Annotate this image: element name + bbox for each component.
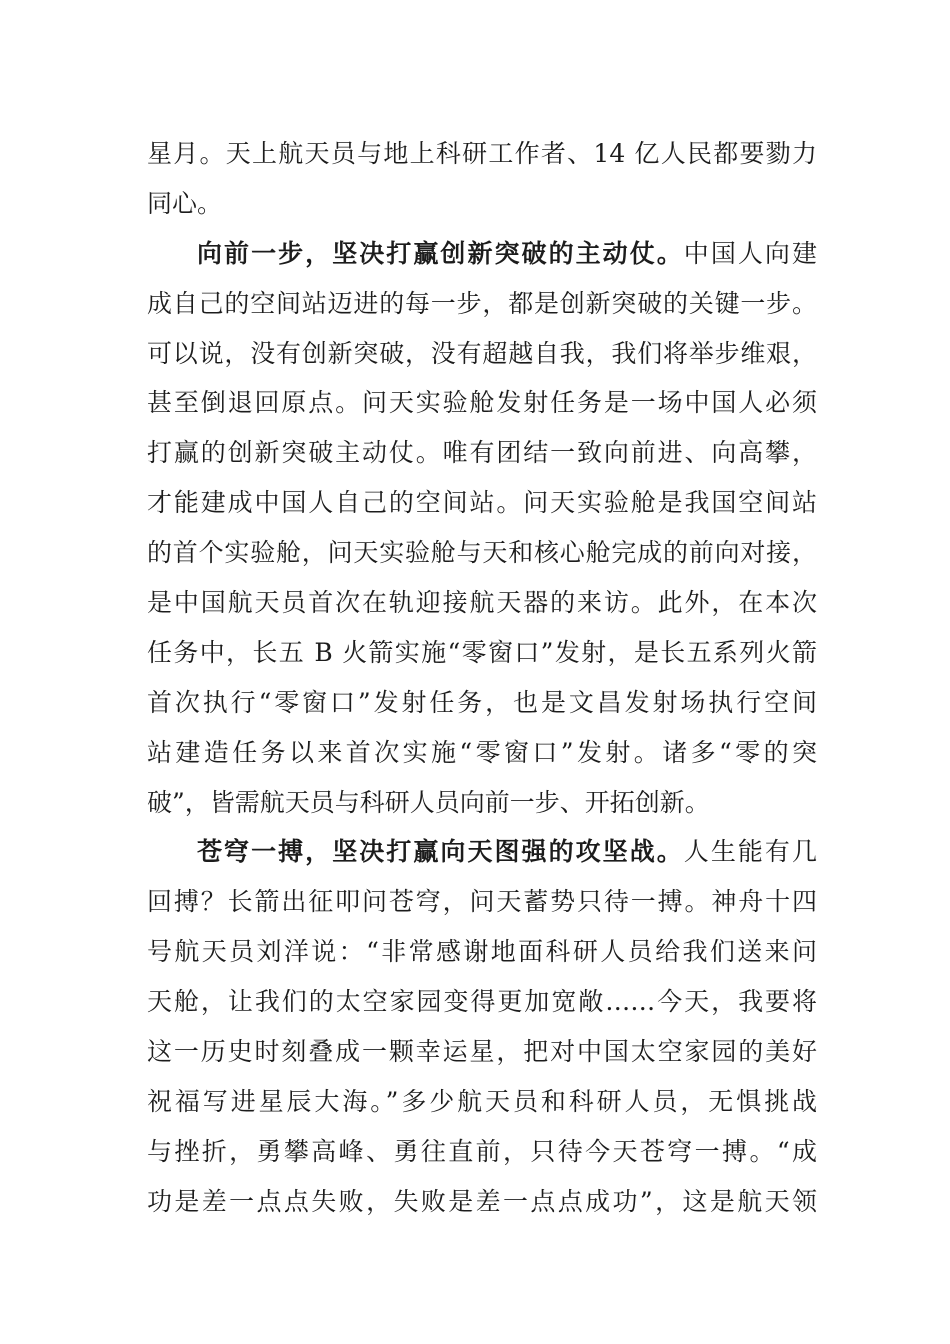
text-line: 才能建成中国人自己的空间站。问天实验舱是我国空间站 bbox=[147, 488, 817, 518]
text-line: 站建造任务以来首次实施“零窗口”发射。诸多“零的突 bbox=[147, 737, 817, 767]
paragraph-heading: 苍穹一搏，坚决打赢向天图强的攻坚战。 bbox=[197, 837, 684, 867]
text-line: 是中国航天员首次在轨迎接航天器的来访。此外，在本次 bbox=[147, 588, 817, 618]
text-line: 成自己的空间站迈进的每一步，都是创新突破的关键一步。 bbox=[147, 288, 817, 318]
text-line: 天舱，让我们的太空家园变得更加宽敞……今天，我要将 bbox=[147, 987, 817, 1017]
text-line: 可以说，没有创新突破，没有超越自我，我们将举步维艰， bbox=[147, 338, 817, 368]
text-line: 同心。 bbox=[147, 188, 223, 218]
paragraph-heading: 向前一步，坚决打赢创新突破的主动仗。 bbox=[197, 238, 684, 268]
text-line: 功是差一点点失败，失败是差一点点成功”，这是航天领 bbox=[147, 1186, 817, 1216]
text-line: 甚至倒退回原点。问天实验舱发射任务是一场中国人必须 bbox=[147, 388, 817, 418]
text-line: 首次执行“零窗口”发射任务，也是文昌发射场执行空间 bbox=[147, 687, 817, 717]
paragraph-lead-text: 人生能有几 bbox=[683, 837, 817, 867]
text-line: 的首个实验舱，问天实验舱与天和核心舱完成的前向对接， bbox=[147, 538, 817, 568]
text-line: 号航天员刘洋说：“非常感谢地面科研人员给我们送来问 bbox=[147, 937, 817, 967]
text-line: 祝福写进星辰大海。”多少航天员和科研人员，无惧挑战 bbox=[147, 1086, 817, 1116]
body-text bbox=[147, 129, 817, 1227]
text-line: 这一历史时刻叠成一颗幸运星，把对中国太空家园的美好 bbox=[147, 1037, 817, 1067]
paragraph-first-line bbox=[147, 827, 817, 877]
paragraph-lead-text: 中国人向建 bbox=[683, 238, 817, 268]
text-line: 破”，皆需航天员与科研人员向前一步、开拓创新。 bbox=[147, 787, 710, 817]
text-line: 任务中，长五 B 火箭实施“零窗口”发射，是长五系列火箭 bbox=[147, 637, 817, 667]
paragraph-first-line bbox=[147, 229, 817, 279]
text-line: 星月。天上航天员与地上科研工作者、14 亿人民都要勠力 bbox=[147, 139, 817, 168]
text-line: 打赢的创新突破主动仗。唯有团结一致向前进、向高攀， bbox=[147, 438, 817, 468]
text-line: 与挫折，勇攀高峰、勇往直前，只待今天苍穹一搏。“成 bbox=[147, 1136, 817, 1166]
text-line: 回搏？长箭出征叩问苍穹，问天蓄势只待一搏。神舟十四 bbox=[147, 887, 817, 917]
